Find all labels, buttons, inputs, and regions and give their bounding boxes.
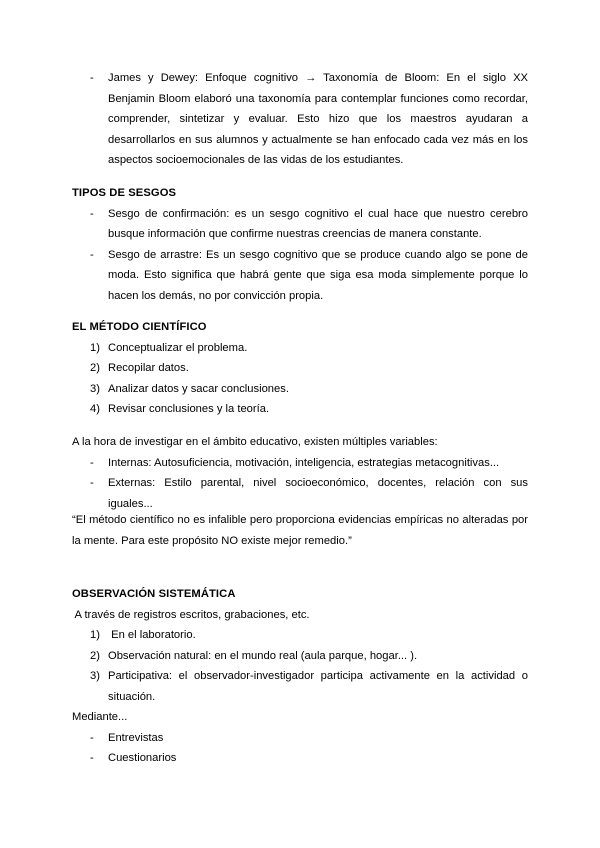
number-marker: 1) — [90, 629, 100, 641]
number-marker: 2) — [90, 649, 100, 662]
list-item — [72, 338, 528, 359]
list-item-text: Recopilar datos. — [108, 362, 189, 374]
bullet-marker: - — [90, 72, 94, 84]
quote-text: “El método científico no es infalible pero proporciona evidencias empíricas no alteradas por la mente. Para este propósito NO existe mejor remedio.” — [72, 514, 528, 547]
variables-section — [72, 432, 528, 514]
list-item — [72, 379, 528, 400]
number-marker: 4) — [90, 403, 100, 415]
metodo-section — [72, 317, 528, 420]
number-marker: 1) — [90, 341, 100, 354]
mediante-label: Mediante... — [72, 711, 128, 723]
list-item — [72, 646, 528, 667]
list-item — [72, 399, 528, 420]
list-item — [72, 625, 528, 646]
list-item-text: Internas: Autosuficiencia, motivación, inteligencia, estrategias metacognitivas... — [108, 456, 500, 469]
list-item-text: James y Dewey: Enfoque cognitivo → Taxonomía de Bloom: En el siglo XX Benjamin Bloom elaboró una taxonomía para contemplar funciones como recordar, comprender, sintetizar y evaluar. Esto hizo que los maestros ayudaran a desarrollarlos en sus alumnos y actualmente se han enfocado cada vez más en los aspectos socioemocionales de las vidas de los estudiantes. — [108, 72, 528, 166]
number-marker: 3) — [90, 670, 100, 682]
list-item — [72, 453, 528, 474]
list-item — [72, 728, 528, 749]
bullet-marker: - — [90, 731, 94, 744]
intro-section — [72, 68, 528, 171]
section-heading: EL MÉTODO CIENTÍFICO — [72, 321, 207, 333]
list-item — [72, 358, 528, 379]
list-item-text: Entrevistas — [108, 731, 164, 744]
list-item-text: Participativa: el observador-investigador participa activamente en la actividad o situación. — [108, 670, 528, 703]
observacion-intro: A través de registros escritos, grabaciones, etc. — [72, 608, 310, 621]
variables-intro: A la hora de investigar en el ámbito educativo, existen múltiples variables: — [72, 436, 438, 448]
bullet-marker: - — [90, 248, 94, 261]
observacion-section — [72, 584, 528, 769]
quote-section — [72, 510, 528, 551]
list-item — [72, 666, 528, 707]
section-heading: OBSERVACIÓN SISTEMÁTICA — [72, 588, 236, 600]
list-item — [72, 473, 528, 514]
list-item — [72, 748, 528, 769]
list-item — [72, 68, 528, 171]
list-item-text: Sesgo de arrastre: Es un sesgo cognitivo que se produce cuando algo se pone de moda. Esto significa que habrá gente que siga esa moda simplemente porque lo hacen los demás, no por convicción propia. — [108, 248, 528, 302]
list-item-text: Cuestionarios — [108, 752, 177, 764]
list-item-text: Observación natural: en el mundo real (aula parque, hogar... ). — [108, 649, 418, 662]
section-heading: TIPOS DE SESGOS — [72, 187, 177, 199]
list-item — [72, 245, 528, 307]
number-marker: 2) — [90, 362, 100, 374]
list-item — [72, 204, 528, 245]
list-item-text: Revisar conclusiones y la teoría. — [108, 403, 270, 415]
list-item-text: Conceptualizar el problema. — [108, 341, 248, 354]
list-item-text: Externas: Estilo parental, nivel socioeconómico, docentes, relación con sus iguales... — [108, 477, 528, 510]
list-item-text: Analizar datos y sacar conclusiones. — [108, 382, 289, 395]
bullet-marker: - — [90, 456, 94, 469]
list-item-text: En el laboratorio. — [108, 629, 196, 641]
sesgos-section — [72, 183, 528, 306]
bullet-marker: - — [90, 207, 94, 220]
bullet-marker: - — [90, 752, 94, 764]
number-marker: 3) — [90, 382, 100, 395]
list-item-text: Sesgo de confirmación: es un sesgo cognitivo el cual hace que nuestro cerebro busque información que confirme nuestras creencias de manera constante. — [108, 207, 528, 240]
bullet-marker: - — [90, 477, 94, 489]
